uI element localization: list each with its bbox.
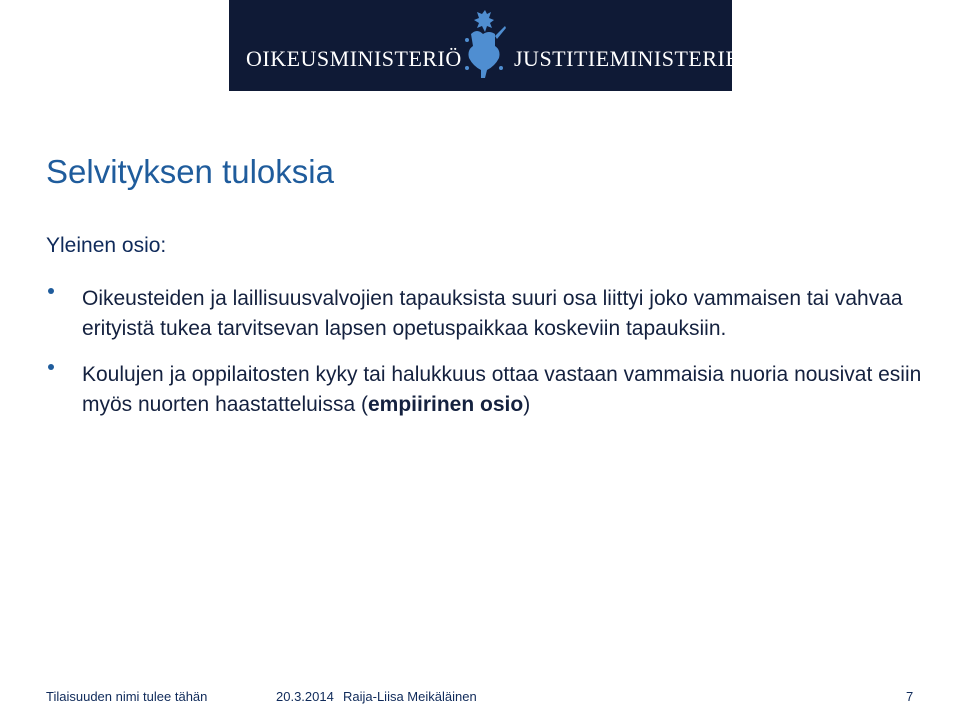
footer-author: Raija-Liisa Meikäläinen [343,689,477,704]
footer-event-name: Tilaisuuden nimi tulee tähän [46,689,208,704]
ministry-name-finnish: OIKEUSMINISTERIÖ [246,46,462,71]
bullet-text: Oikeusteiden ja laillisuusvalvojien tapauksista suuri osa liittyi joko vammaisen tai vahvaa erityistä tukea tarvitsevan lapsen opetuspaikkaa koskeviin tapauksiin. [82,287,903,340]
section-heading: Yleinen osio: [46,234,167,257]
bullet-text: Koulujen ja oppilaitosten kyky tai halukkuus ottaa vastaan vammaisia nuoria nousivat esiin myös nuorten haastatteluissa ( [82,363,922,416]
bullet-list [46,284,936,436]
bullet-text-end: ) [523,393,531,416]
slide-title: Selvityksen tuloksia [46,153,334,190]
footer-date: 20.3.2014 [276,689,334,704]
ministry-logo-banner [229,0,754,91]
bullet-item [46,284,936,344]
bullet-emphasis: empiirinen osio [367,393,524,416]
bullet-item [46,360,936,420]
bullet-dot-icon [48,364,54,370]
lion-coat-of-arms-icon [461,8,507,80]
ministry-name-swedish: JUSTITIEMINISTERIET [514,46,754,71]
page-number: 7 [906,689,914,704]
bullet-dot-icon [48,288,54,294]
